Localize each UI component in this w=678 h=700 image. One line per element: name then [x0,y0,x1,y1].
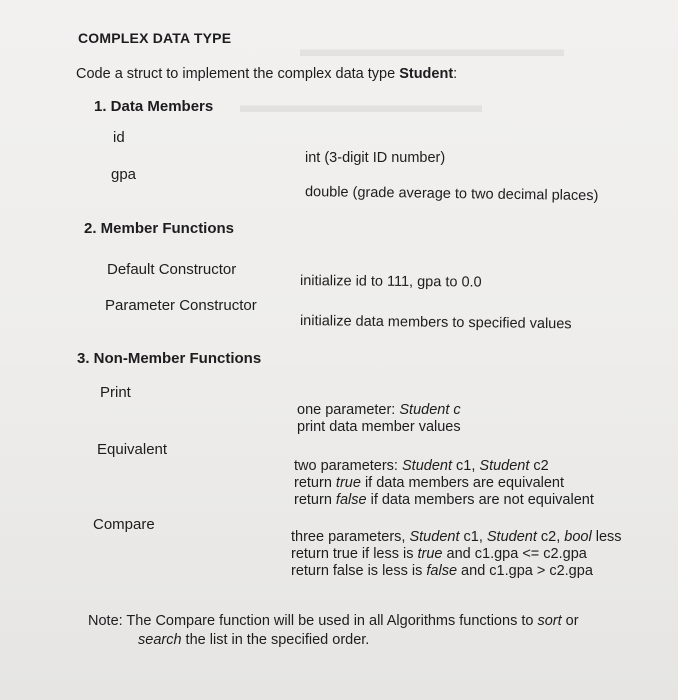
section-heading-non-member-functions: 3. Non-Member Functions [77,350,262,367]
function-desc-print: one parameter: Student c print data member values [297,402,461,435]
show-through-watermark-2: ▬▬▬▬▬▬▬▬▬▬▬ [240,92,482,117]
function-label-parameter-constructor: Parameter Constructor [105,297,257,314]
function-label-default-constructor: Default Constructor [107,261,237,278]
page-title: COMPLEX DATA TYPE [78,30,232,46]
show-through-watermark: ▬▬▬▬▬▬▬▬▬▬▬▬ [300,36,564,61]
function-label-compare: Compare [93,516,155,533]
function-desc-default-constructor: initialize id to 111, gpa to 0.0 [299,273,482,291]
note-text: Note: The Compare function will be used in all Algorithms functions to sort or search the list in the specified order. [88,613,579,648]
member-label-gpa: gpa [111,166,137,183]
member-label-id: id [113,129,125,146]
function-desc-compare: three parameters, Student c1, Student c2, bool less return true if less is true and c1.gpa <= c2.gpa return false is less is false and c1.gpa > c2.gpa [291,529,622,579]
function-desc-parameter-constructor: initialize data members to specified values [299,313,572,333]
function-label-equivalent: Equivalent [97,441,168,458]
intro-text: Code a struct to implement the complex data type Student: [76,66,458,82]
member-desc-id: int (3-digit ID number) [305,150,446,166]
section-heading-data-members: 1. Data Members [94,98,214,115]
section-heading-member-functions: 2. Member Functions [84,220,235,237]
function-desc-equivalent: two parameters: Student c1, Student c2 return true if data members are equivalent return false if data members are not equivalent [294,458,594,508]
function-label-print: Print [100,384,131,401]
member-desc-gpa: double (grade average to two decimal places) [304,184,599,205]
